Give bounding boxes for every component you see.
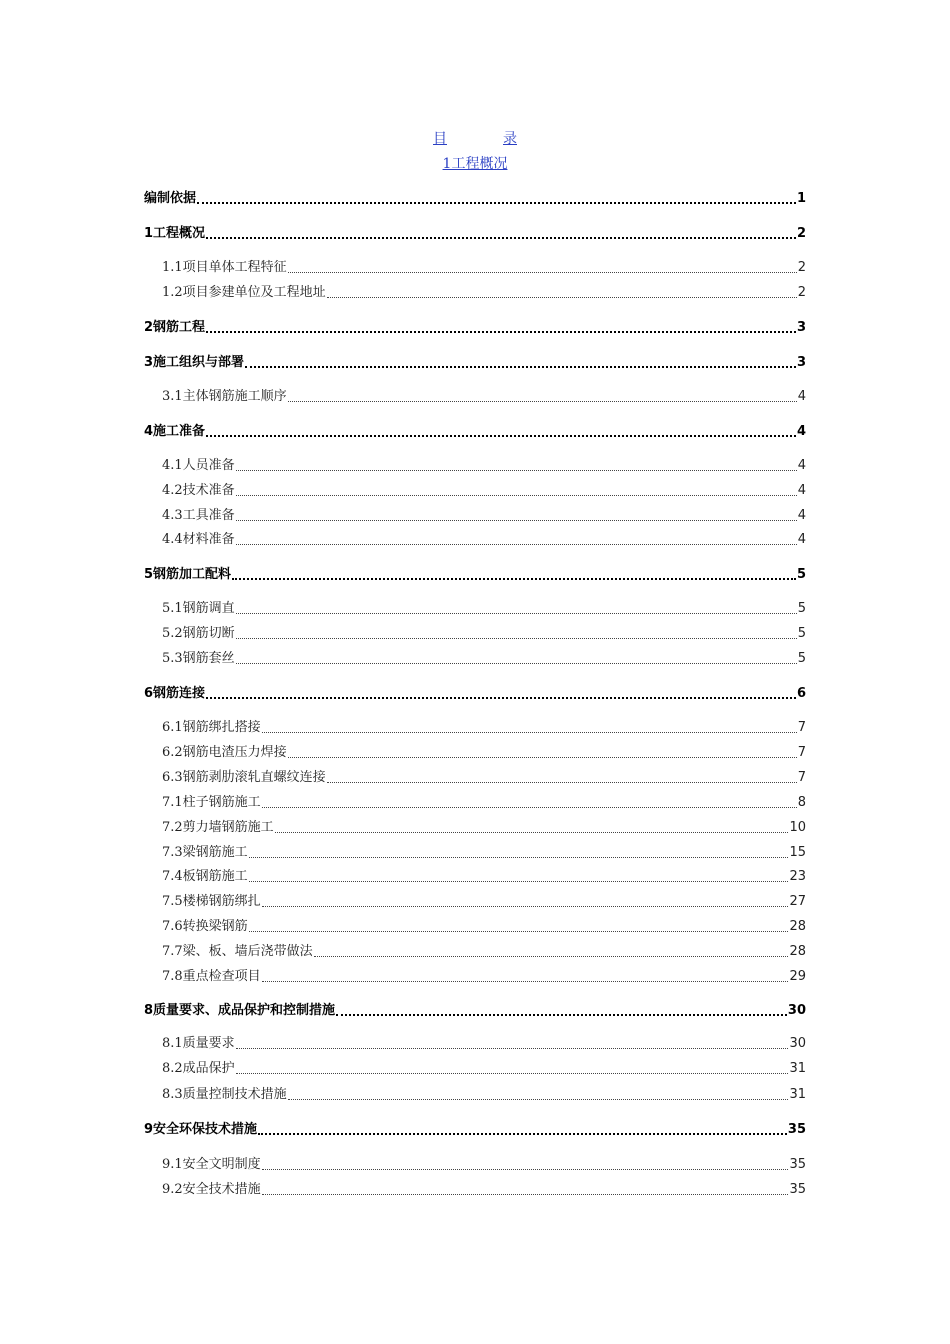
- toc-entry-level2[interactable]: [144, 596, 806, 616]
- toc-entry-page-number: 28: [789, 919, 806, 934]
- toc-entry-label: 9.2安全技术措施: [162, 1182, 261, 1197]
- toc-entry-level2[interactable]: [144, 790, 806, 810]
- toc-entry-page-number: 3: [796, 355, 806, 370]
- toc-entry-page-number: 15: [789, 845, 806, 860]
- toc-entry-label: 2钢筋工程: [144, 320, 206, 335]
- toc-entry-page-number: 3: [796, 320, 806, 335]
- toc-entry-level1[interactable]: [144, 1117, 806, 1137]
- toc-entry-level2[interactable]: [144, 889, 806, 909]
- toc-dot-leader: [258, 1123, 787, 1137]
- toc-entry-label: 6.2钢筋电渣压力焊接: [162, 745, 287, 760]
- toc-dot-leader: [262, 970, 789, 984]
- toc-entry-level2[interactable]: [144, 1031, 806, 1051]
- toc-entry-level2[interactable]: [144, 964, 806, 984]
- toc-dot-leader: [236, 533, 797, 547]
- toc-entry-level2[interactable]: [144, 1177, 806, 1197]
- toc-dot-leader: [249, 846, 789, 860]
- toc-entry-level2[interactable]: [144, 503, 806, 523]
- toc-title[interactable]: [0, 128, 950, 148]
- toc-entry-page-number: 1: [796, 191, 806, 206]
- toc-entry-level2[interactable]: [144, 646, 806, 666]
- toc-entry-label: 1.1项目单体工程特征: [162, 260, 287, 275]
- toc-entry-page-number: 27: [789, 894, 806, 909]
- toc-entry-label: 4施工准备: [144, 424, 206, 439]
- toc-entry-label: 4.4材料准备: [162, 532, 235, 547]
- toc-entry-label: 8.1质量要求: [162, 1036, 235, 1051]
- toc-entry-label: 6.1钢筋绑扎搭接: [162, 720, 261, 735]
- toc-entry-level2[interactable]: [144, 280, 806, 300]
- toc-entry-page-number: 35: [787, 1122, 806, 1137]
- toc-entry-label: 1工程概况: [144, 226, 206, 241]
- toc-entry-level2[interactable]: [144, 384, 806, 404]
- toc-title-left: 目: [433, 131, 447, 147]
- toc-dot-leader: [249, 870, 789, 884]
- toc-dot-leader: [236, 459, 797, 473]
- toc-entry-label: 3施工组织与部署: [144, 355, 245, 370]
- toc-entry-label: 7.3梁钢筋施工: [162, 845, 248, 860]
- toc-entry-label: 5钢筋加工配料: [144, 567, 232, 582]
- toc-dot-leader: [262, 1183, 789, 1197]
- toc-entry-page-number: 4: [797, 508, 806, 523]
- toc-dot-leader: [275, 821, 789, 835]
- toc-entry-label: 7.6转换梁钢筋: [162, 919, 248, 934]
- toc-entry-page-number: 4: [797, 458, 806, 473]
- toc-entry-level1[interactable]: [144, 221, 806, 241]
- toc-entry-page-number: 5: [797, 651, 806, 666]
- toc-entry-level2[interactable]: [144, 815, 806, 835]
- toc-entry-label: 3.1主体钢筋施工顺序: [162, 389, 287, 404]
- toc-entry-level2[interactable]: [144, 914, 806, 934]
- toc-entry-label: 4.3工具准备: [162, 508, 235, 523]
- toc-entry-page-number: 5: [797, 601, 806, 616]
- toc-dot-leader: [236, 602, 797, 616]
- toc-dot-leader: [236, 484, 797, 498]
- toc-dot-leader: [236, 652, 797, 666]
- toc-entry-page-number: 31: [789, 1061, 806, 1076]
- toc-dot-leader: [197, 192, 796, 206]
- toc-entry-label: 1.2项目参建单位及工程地址: [162, 285, 326, 300]
- toc-entry-page-number: 5: [797, 626, 806, 641]
- toc-dot-leader: [206, 321, 796, 335]
- toc-dot-leader: [236, 1062, 789, 1076]
- toc-entry-page-number: 5: [796, 567, 806, 582]
- toc-dot-leader: [288, 1088, 789, 1102]
- toc-entry-level2[interactable]: [144, 765, 806, 785]
- toc-entry-page-number: 2: [797, 260, 806, 275]
- toc-dot-leader: [288, 261, 797, 275]
- toc-entry-label: 8质量要求、成品保护和控制措施: [144, 1003, 336, 1018]
- toc-entry-label: 5.3钢筋套丝: [162, 651, 235, 666]
- toc-entry-page-number: 7: [797, 720, 806, 735]
- toc-entry-page-number: 6: [796, 686, 806, 701]
- toc-entry-page-number: 4: [797, 483, 806, 498]
- toc-entry-level2[interactable]: [144, 621, 806, 641]
- toc-entry-page-number: 10: [789, 820, 806, 835]
- toc-dot-leader: [262, 1158, 789, 1172]
- toc-entry-level1[interactable]: [144, 350, 806, 370]
- toc-entry-page-number: 4: [797, 389, 806, 404]
- toc-dot-leader: [327, 286, 797, 300]
- toc-dot-leader: [327, 771, 797, 785]
- toc-entry-label: 9.1安全文明制度: [162, 1157, 261, 1172]
- toc-entry-label: 编制依据: [144, 191, 197, 206]
- toc-entry-label: 7.7梁、板、墙后浇带做法: [162, 944, 313, 959]
- toc-entry-label: 7.1柱子钢筋施工: [162, 795, 261, 810]
- toc-entry-page-number: 8: [797, 795, 806, 810]
- toc-entry-page-number: 35: [789, 1157, 806, 1172]
- toc-entry-level1[interactable]: [144, 315, 806, 335]
- toc-entry-level1[interactable]: [144, 681, 806, 701]
- toc-entry-page-number: 7: [797, 745, 806, 760]
- toc-entry-level1[interactable]: [144, 998, 806, 1018]
- toc-entry-label: 6钢筋连接: [144, 686, 206, 701]
- toc-entry-level2[interactable]: [144, 1152, 806, 1172]
- toc-entry-level2[interactable]: [144, 939, 806, 959]
- toc-dot-leader: [245, 356, 796, 370]
- toc-dot-leader: [314, 945, 789, 959]
- toc-entry-label: 7.4板钢筋施工: [162, 869, 248, 884]
- toc-entry-page-number: 31: [789, 1087, 806, 1102]
- toc-dot-leader: [206, 425, 796, 439]
- toc-dot-leader: [236, 509, 797, 523]
- toc-entry-level2[interactable]: [144, 1082, 806, 1102]
- toc-entry-label: 7.5楼梯钢筋绑扎: [162, 894, 261, 909]
- toc-dot-leader: [236, 1037, 789, 1051]
- toc-dot-leader: [236, 627, 797, 641]
- toc-dot-leader: [232, 568, 796, 582]
- toc-entry-label: 8.2成品保护: [162, 1061, 235, 1076]
- toc-entry-page-number: 35: [789, 1182, 806, 1197]
- toc-entry-level1[interactable]: [144, 186, 806, 206]
- toc-dot-leader: [262, 895, 789, 909]
- toc-entry-label: 7.2剪力墙钢筋施工: [162, 820, 274, 835]
- toc-entry-level2[interactable]: [144, 1056, 806, 1076]
- toc-dot-leader: [249, 920, 789, 934]
- toc-entry-label: 4.1人员准备: [162, 458, 235, 473]
- toc-entry-label: 8.3质量控制技术措施: [162, 1087, 287, 1102]
- toc-entry-page-number: 2: [796, 226, 806, 241]
- toc-dot-leader: [288, 390, 797, 404]
- toc-entry-level1[interactable]: [144, 562, 806, 582]
- toc-entry-label: 5.2钢筋切断: [162, 626, 235, 641]
- toc-entry-level2[interactable]: [144, 840, 806, 860]
- toc-entry-page-number: 2: [797, 285, 806, 300]
- toc-dot-leader: [336, 1004, 787, 1018]
- toc-dot-leader: [206, 687, 796, 701]
- toc-entry-label: 6.3钢筋剥肋滚轧直螺纹连接: [162, 770, 326, 785]
- toc-entry-level2[interactable]: [144, 715, 806, 735]
- toc-entry-page-number: 4: [796, 424, 806, 439]
- toc-entry-label: 7.8重点检查项目: [162, 969, 261, 984]
- toc-entry-page-number: 7: [797, 770, 806, 785]
- toc-entry-page-number: 23: [789, 869, 806, 884]
- toc-entry-page-number: 28: [789, 944, 806, 959]
- toc-title-right: 录: [503, 131, 517, 147]
- toc-dot-leader: [206, 227, 796, 241]
- toc-dot-leader: [288, 746, 797, 760]
- toc-entry-label: 4.2技术准备: [162, 483, 235, 498]
- toc-dot-leader: [262, 796, 797, 810]
- toc-entry-level2[interactable]: [144, 478, 806, 498]
- toc-entry-label: 9安全环保技术措施: [144, 1122, 258, 1137]
- toc-entry-level2[interactable]: [144, 255, 806, 275]
- toc-entry-level2[interactable]: [144, 453, 806, 473]
- toc-dot-leader: [262, 721, 797, 735]
- toc-entry-level2[interactable]: [144, 527, 806, 547]
- toc-subtitle-link[interactable]: 1工程概况: [442, 156, 508, 172]
- toc-entry-page-number: 29: [789, 969, 806, 984]
- toc-entry-label: 5.1钢筋调直: [162, 601, 235, 616]
- toc-entry-level2[interactable]: [144, 740, 806, 760]
- toc-entry-page-number: 4: [797, 532, 806, 547]
- toc-entry-page-number: 30: [787, 1003, 806, 1018]
- toc-entry-page-number: 30: [789, 1036, 806, 1051]
- toc-entry-level2[interactable]: [144, 864, 806, 884]
- toc-entry-level1[interactable]: [144, 419, 806, 439]
